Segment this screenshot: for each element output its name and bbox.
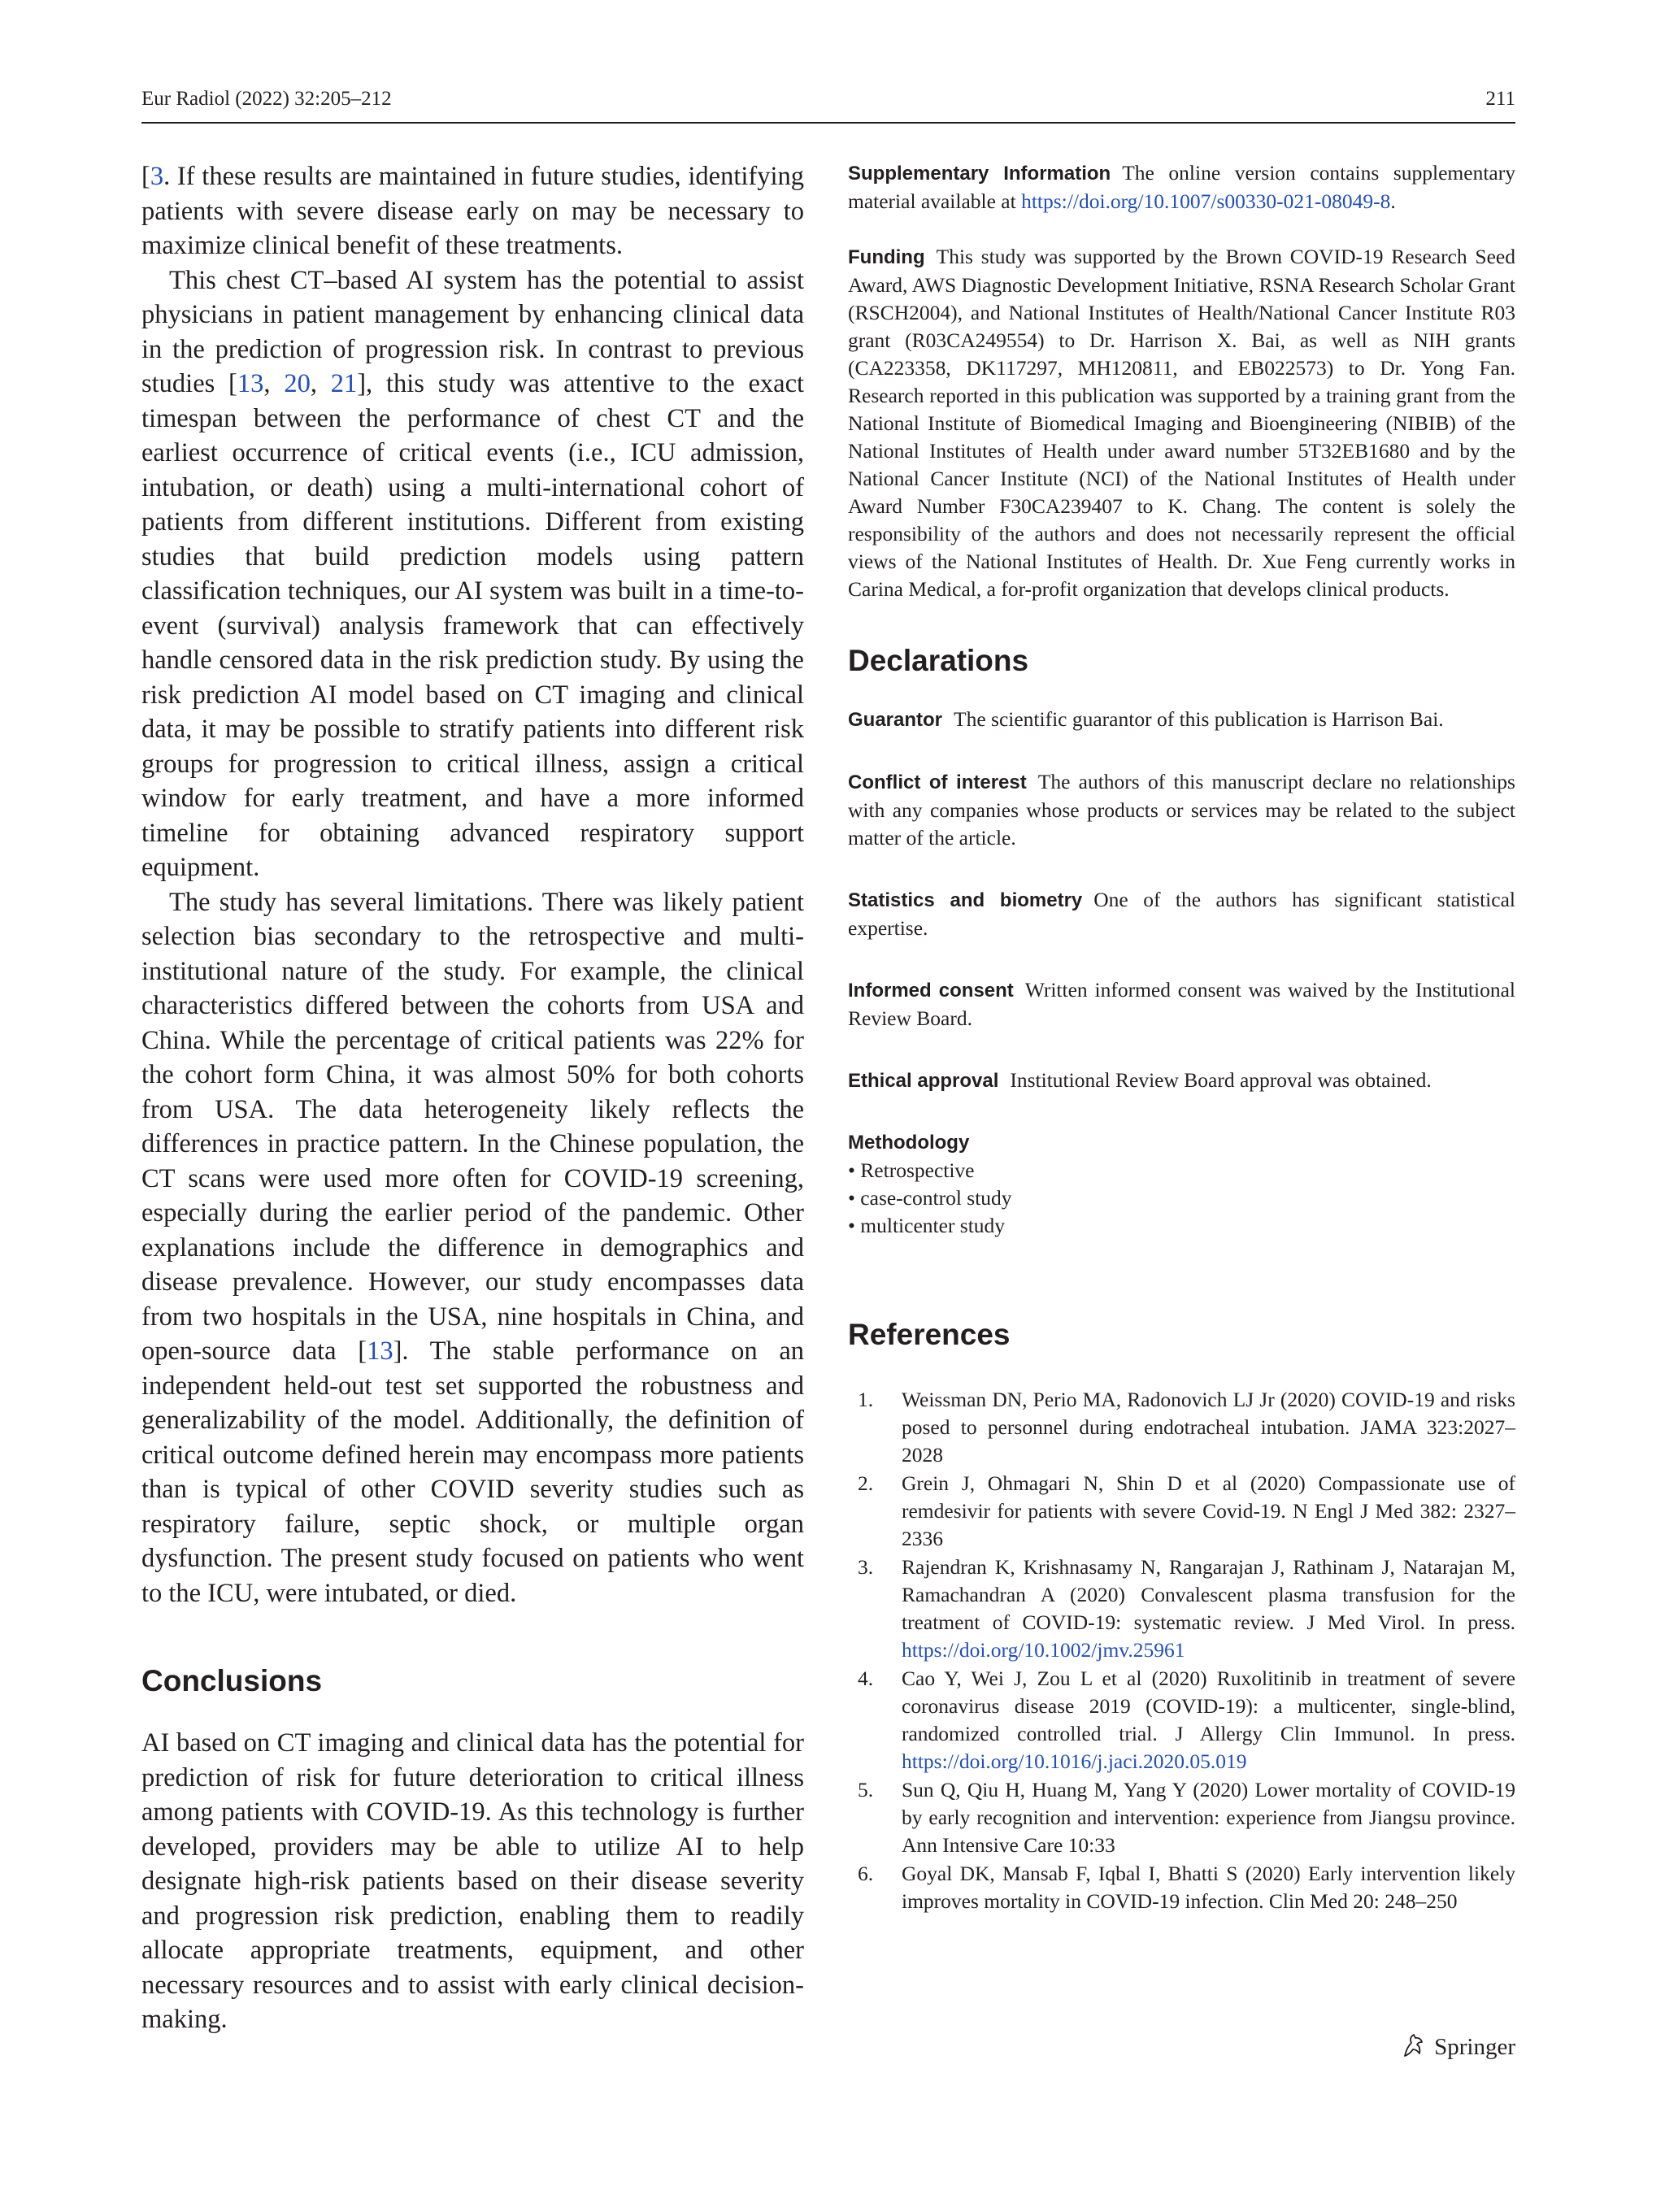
springer-horse-icon bbox=[1400, 2032, 1428, 2063]
conclusions-text: AI based on CT imaging and clinical data has the potential for prediction of risk for future deterioration to critical illness among patients with COVID-19. As this technology is further developed, providers may be able to utilize AI to help designate high-risk patients based on their disease severity and progression risk prediction, enabling them to readily allocate appropriate treatments, equipment, and other necessary resources and to assist with early clinical decision-making. bbox=[141, 1728, 804, 2034]
reference-item: 4. Cao Y, Wei J, Zou L et al (2020) Ruxolitinib in treatment of severe coronavirus disease 2019 (COVID-19): a multicenter, single-blind, randomized controlled trial. J Allergy Clin Immunol. In press. https://doi.org/10.1016/j.jaci.2020.05.019 bbox=[858, 1667, 1515, 1773]
funding-statement: Funding This study was supported by the Brown COVID-19 Research Seed Award, AWS Diagnostic Development Initiative, RSNA Research Scholar Grant (RSCH2004), and National Institutes of Health/National Cancer Institute R03 grant (R03CA249554) to Dr. Harrison X. Bai, as well as NIH grants (CA223358, DK117297, MH120811, and EB022573) to Dr. Yong Fan. Research reported in this publication was supported by a training grant from the National Institute of Biomedical Imaging and Bioengineering (NIBIB) of the National Institutes of Health under award number 5T32EB1680 and by the National Cancer Institute (NCI) of the National Institutes of Health under Award Number F30CA239407 to K. Chang. The content is solely the responsibility of the authors and does not necessarily represent the official views of the National Institutes of Health. Dr. Xue Feng currently works in Carina Medical, a for-profit organization that develops clinical products. bbox=[848, 245, 1515, 601]
citation-link[interactable]: 13 bbox=[367, 1336, 393, 1366]
reference-item: 2. Grein J, Ohmagari N, Shin D et al (2020) Compassionate use of remdesivir for patients with severe Covid-19. N Engl J Med 382: 2327–2336 bbox=[858, 1471, 1515, 1550]
conflict-of-interest-statement: Conflict of interest The authors of this manuscript declare no relationships with any companies whose products or services may be related to the subject matter of the article. bbox=[848, 770, 1515, 850]
citation-link[interactable]: 13 bbox=[237, 369, 264, 398]
citation-link[interactable]: 21 bbox=[330, 369, 358, 398]
page-number: 211 bbox=[1485, 88, 1515, 110]
methodology-item: • case-control study bbox=[848, 1186, 1012, 1210]
methodology-item: • multicenter study bbox=[848, 1214, 1006, 1237]
methodology-block bbox=[848, 1129, 1515, 1240]
funding-label: Funding bbox=[848, 246, 925, 268]
reference-item: 1. Weissman DN, Perio MA, Radonovich LJ Jr (2020) COVID-19 and risks posed to personnel during endotracheal intubation. JAMA 323:2027–2028 bbox=[858, 1388, 1515, 1467]
informed-consent-statement: Informed consent Written informed consent was waived by the Institutional Review Board. bbox=[848, 978, 1515, 1030]
paragraph-2: This chest CT–based AI system has the potential to assist physicians in patient management by enhancing clinical data in the prediction of progression risk. In contrast to previous studies [13, 20, 21], this study was attentive to the exact timespan between the performance of chest CT and the earliest occurrence of critical events (i.e., ICU admission, intubation, or death) using a multi-international cohort of patients from different institutions. Different from existing studies that build prediction models using pattern classification techniques, our AI system was built in a time-to-event (survival) analysis framework that can effectively handle censored data in the risk prediction study. By using the risk prediction AI model based on CT imaging and clinical data, it may be possible to stratify patients into different risk groups for progression to critical illness, assign a critical window for early treatment, and have a more informed timeline for obtaining advanced respiratory support equipment. bbox=[141, 265, 805, 882]
publisher-name: Springer bbox=[1434, 2033, 1515, 2060]
reference-list bbox=[848, 1386, 1515, 1915]
ethical-approval-statement: Ethical approval Institutional Review Board approval was obtained. bbox=[848, 1068, 1432, 1092]
reference-item: 6. Goyal DK, Mansab F, Iqbal I, Bhatti S (2020) Early intervention likely improves mortality in COVID-19 infection. Clin Med 20: 248–250 bbox=[858, 1862, 1515, 1913]
statistics-statement: Statistics and biometry One of the authors has significant statistical expertise. bbox=[848, 888, 1515, 940]
supplementary-doi-link[interactable]: https://doi.org/10.1007/s00330-021-08049-8 bbox=[1021, 189, 1391, 213]
citation-link[interactable]: 3 bbox=[150, 162, 164, 191]
right-column bbox=[848, 159, 1515, 1916]
guarantor-statement: Guarantor The scientific guarantor of this publication is Harrison Bai. bbox=[848, 707, 1444, 731]
journal-citation: Eur Radiol (2022) 32:205–212 bbox=[141, 88, 392, 110]
supplementary-label: Supplementary Information bbox=[848, 163, 1111, 185]
reference-item: 3. Rajendran K, Krishnasamy N, Rangarajan J, Rathinam J, Natarajan M, Ramachandran A (2020) Convalescent plasma transfusion for the treatment of COVID-19: systematic review. J Med Virol. In press. https://doi.org/10.1002/jmv.25961 bbox=[858, 1555, 1515, 1662]
discussion-text bbox=[141, 159, 804, 1610]
conclusions-heading: Conclusions bbox=[141, 1664, 323, 1697]
running-header bbox=[141, 88, 1515, 120]
supplementary-information: Supplementary Information The online version contains supplementary material available at https://doi.org/10.1007/s00330-021-08049-8. bbox=[848, 161, 1515, 213]
methodology-item: • Retrospective bbox=[848, 1158, 975, 1182]
reference-doi-link[interactable]: https://doi.org/10.1002/jmv.25961 bbox=[902, 1638, 1185, 1662]
paragraph-1: [3. If these results are maintained in future studies, identifying patients with severe disease early on may be necessary to maximize clinical benefit of these treatments. bbox=[141, 162, 804, 260]
citation-link[interactable]: 20 bbox=[284, 369, 311, 398]
left-column bbox=[141, 159, 804, 2037]
publisher-footer bbox=[1400, 2031, 1515, 2063]
paragraph-3: The study has several limitations. There was likely patient selection bias secondary to the retrospective and multi-institutional nature of the study. For example, the clinical characteristics differed between the cohorts from USA and China. While the percentage of critical patients was 22% for the cohort form China, it was almost 50% for both cohorts from USA. The data heterogeneity likely reflects the differences in practice pattern. In the Chinese population, the CT scans were used more often for COVID-19 screening, especially during the earlier period of the pandemic. Other explanations include the difference in demographics and disease prevalence. However, our study encompasses data from two hospitals in the USA, nine hospitals in China, and open-source data [13]. The stable performance on an independent held-out test set supported the robustness and generalizability of the model. Additionally, the definition of critical outcome defined herein may encompass more patients than is typical of other COVID severity studies such as respiratory failure, septic shock, or multiple organ dysfunction. The present study focused on patients who went to the ICU, were intubated, or died. bbox=[141, 887, 804, 1608]
reference-doi-link[interactable]: https://doi.org/10.1016/j.jaci.2020.05.019 bbox=[902, 1749, 1247, 1773]
references-heading: References bbox=[848, 1318, 1011, 1351]
methodology-label: Methodology bbox=[848, 1132, 970, 1154]
header-rule bbox=[141, 122, 1515, 124]
declarations-heading: Declarations bbox=[848, 644, 1029, 677]
reference-item: 5. Sun Q, Qiu H, Huang M, Yang Y (2020) Lower mortality of COVID-19 by early recognition and intervention: experience from Jiangsu province. Ann Intensive Care 10:33 bbox=[858, 1778, 1515, 1857]
